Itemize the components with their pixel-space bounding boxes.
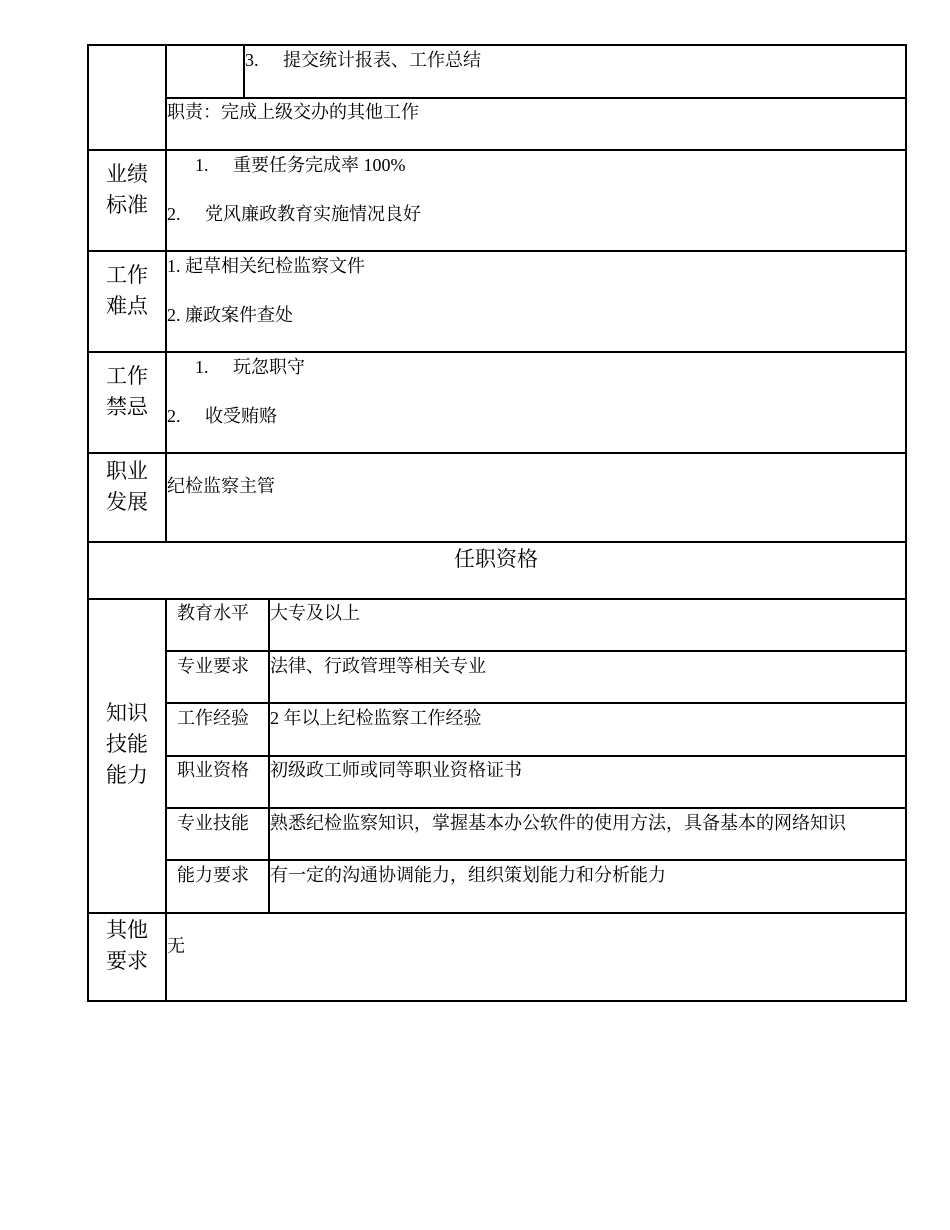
qualification-value: 熟悉纪检监察知识，掌握基本办公软件的使用方法，具备基本的网络知识	[270, 813, 846, 833]
qual-row-line-807	[165, 807, 907, 809]
qual-row-line-702	[165, 702, 907, 704]
prohibition-item-2-number: 2.	[167, 406, 181, 426]
other-label-line1: 其他	[106, 918, 148, 942]
row-line-912	[87, 912, 907, 914]
qualification-key: 工作经验	[177, 708, 249, 728]
duty-item-3-text: 提交统计报表、工作总结	[283, 50, 481, 70]
career-value: 纪检监察主管	[167, 476, 275, 496]
career-label-line2: 发展	[106, 490, 148, 514]
career-label-line1: 职业	[106, 459, 148, 483]
duty-item-3-number: 3.	[245, 50, 259, 70]
ksa-label-line3: 能力	[106, 763, 148, 787]
qual-row-line-755	[165, 755, 907, 757]
ksa-label-line2: 技能	[106, 732, 148, 756]
prohibitions-label-line2: 禁忌	[106, 395, 148, 419]
prohibition-item-1-text: 玩忽职守	[233, 357, 305, 377]
difficulties-label-line1: 工作	[106, 263, 148, 287]
performance-item-2-number: 2.	[167, 204, 181, 224]
performance-item-1	[195, 154, 406, 176]
row-line-541	[87, 541, 907, 543]
qualification-key: 专业要求	[177, 656, 249, 676]
qual-row-line-859	[165, 859, 907, 861]
prohibition-item-2	[167, 405, 277, 427]
qual-row-line-650	[165, 650, 907, 652]
ksa-label-line1: 知识	[106, 701, 148, 725]
prohibitions-label-line1: 工作	[106, 364, 148, 388]
table-bottom-border	[87, 1000, 907, 1002]
row-line-250	[87, 250, 907, 252]
qualification-value: 2 年以上纪检监察工作经验	[270, 708, 482, 728]
table-left-border	[87, 44, 89, 1002]
qualification-value: 大专及以上	[270, 603, 360, 623]
row-line-149	[87, 149, 907, 151]
row-line-598	[87, 598, 907, 600]
qualification-key: 教育水平	[177, 603, 249, 623]
qualification-value: 有一定的沟通协调能力，组织策划能力和分析能力	[270, 865, 666, 885]
performance-item-2-text: 党风廉政教育实施情况良好	[205, 204, 421, 224]
qualification-key: 能力要求	[177, 865, 249, 885]
performance-item-1-number: 1.	[195, 155, 209, 175]
performance-label-line2: 标准	[106, 193, 148, 217]
other-label-line2: 要求	[106, 949, 148, 973]
qualification-key: 职业资格	[177, 760, 249, 780]
row-line-97	[165, 97, 907, 99]
qualifications-section-title: 任职资格	[454, 547, 538, 571]
prohibition-item-1-number: 1.	[195, 357, 209, 377]
difficulties-label-line2: 难点	[106, 294, 148, 318]
prohibition-item-1	[195, 356, 305, 378]
other-duty-text: 职责：完成上级交办的其他工作	[167, 102, 419, 122]
other-value: 无	[167, 936, 185, 956]
duty-item-3	[245, 49, 481, 71]
row-line-351	[87, 351, 907, 353]
difficulty-item-1: 1. 起草相关纪检监察文件	[167, 256, 365, 276]
performance-item-1-text: 重要任务完成率 100%	[233, 155, 406, 175]
performance-label-line1: 业绩	[106, 162, 148, 186]
qualification-value: 初级政工师或同等职业资格证书	[270, 760, 522, 780]
qualification-key: 专业技能	[177, 813, 249, 833]
prohibition-item-2-text: 收受贿赂	[205, 406, 277, 426]
table-top-border	[87, 44, 907, 46]
difficulty-item-2: 2. 廉政案件查处	[167, 305, 293, 325]
qualification-value: 法律、行政管理等相关专业	[270, 656, 486, 676]
row-line-452	[87, 452, 907, 454]
performance-item-2	[167, 203, 421, 225]
